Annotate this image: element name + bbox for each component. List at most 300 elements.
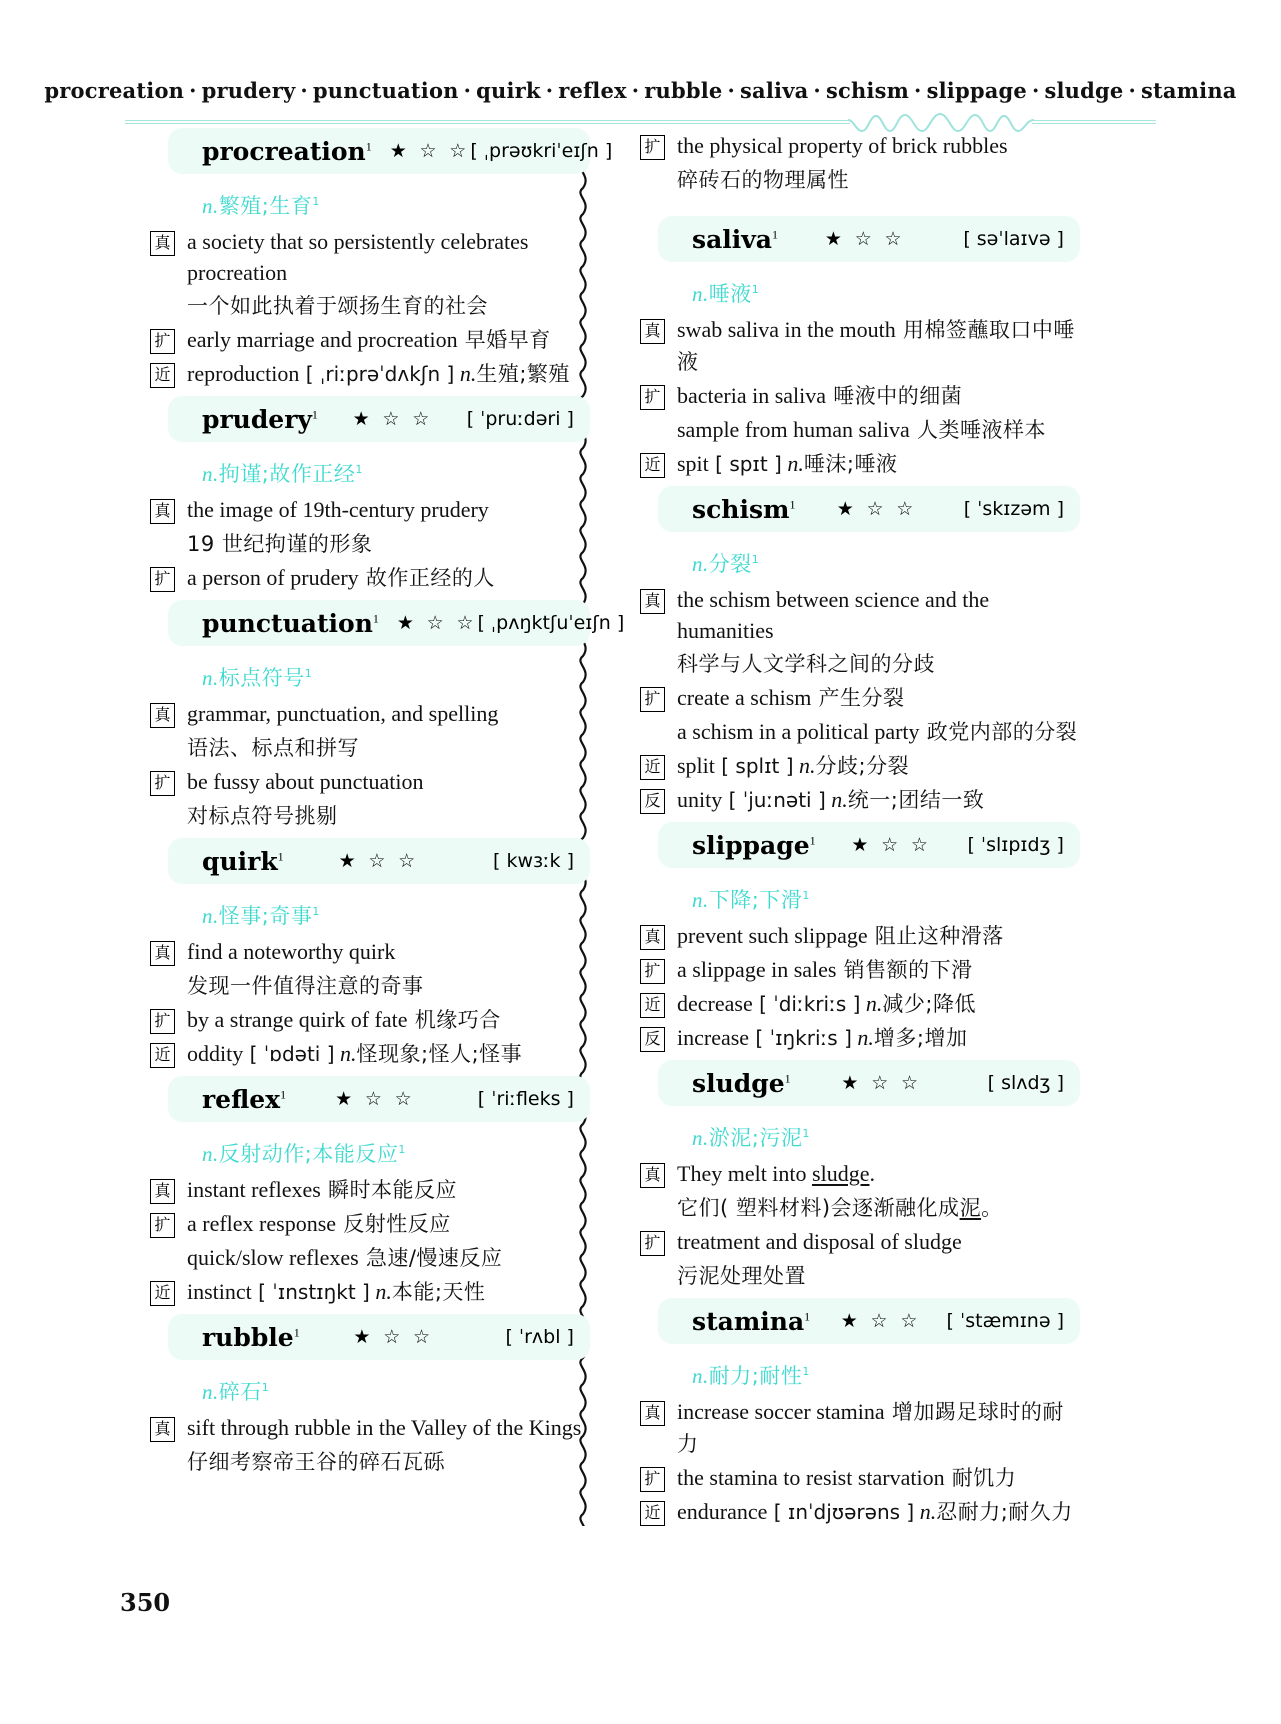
part-of-speech: n. bbox=[860, 991, 883, 1016]
english-text: treatment and disposal of sludge bbox=[677, 1229, 962, 1254]
chinese-text: 反射性反应 bbox=[336, 1212, 451, 1236]
marker-真: 真 bbox=[150, 231, 175, 256]
phonetic-transcription: [ ˌprəʊkriˈeɪʃn ] bbox=[470, 140, 613, 162]
running-head-word: reflex bbox=[558, 78, 627, 103]
headword: prudery$^1$ bbox=[202, 404, 318, 434]
marker-spacer bbox=[640, 653, 665, 678]
chinese-text: 碎砖石的物理属性 bbox=[677, 168, 849, 192]
english-text: increase bbox=[677, 1025, 750, 1050]
phonetic-text: [ ˈjuːnəti ] bbox=[722, 788, 826, 812]
example-line bbox=[140, 1038, 590, 1070]
sense-pos: n. bbox=[692, 552, 709, 576]
marker-扩: 扩 bbox=[150, 1213, 175, 1238]
sense-definition: n.繁殖;生育$^1$ bbox=[202, 194, 320, 218]
example-line bbox=[630, 784, 1080, 816]
headword-superscript: 1 bbox=[280, 1087, 287, 1102]
example-line bbox=[140, 698, 590, 730]
example-text bbox=[677, 130, 1080, 161]
example-text bbox=[187, 1174, 590, 1206]
running-head-region bbox=[0, 78, 1281, 131]
marker-真: 真 bbox=[150, 1417, 175, 1442]
sense-superscript: 1 bbox=[802, 889, 810, 902]
running-head-separator: · bbox=[914, 78, 922, 103]
headword-superscript: 1 bbox=[293, 1325, 300, 1340]
example-text bbox=[187, 732, 590, 764]
example-line bbox=[140, 1276, 590, 1308]
english-text: bacteria in saliva bbox=[677, 383, 827, 408]
running-head-word: quirk bbox=[476, 78, 541, 103]
example-text bbox=[187, 290, 590, 322]
running-head-separator: · bbox=[189, 78, 197, 103]
example-text bbox=[677, 682, 1080, 714]
part-of-speech: n. bbox=[914, 1499, 937, 1524]
entry-header-bar[interactable] bbox=[658, 1060, 1080, 1106]
example-line bbox=[140, 562, 590, 594]
phonetic-transcription: [ ˌpʌŋktʃuˈeɪʃn ] bbox=[477, 612, 625, 634]
entry-header-bar[interactable] bbox=[168, 128, 613, 174]
chinese-text: 仔细考察帝王谷的碎石瓦砾 bbox=[187, 1450, 445, 1474]
marker-反: 反 bbox=[640, 1027, 665, 1052]
phonetic-text: [ splɪt ] bbox=[714, 754, 794, 778]
phonetic-transcription: [ slʌdʒ ] bbox=[987, 1072, 1064, 1094]
headword: stamina$^1$ bbox=[692, 1306, 811, 1336]
sense-pos: n. bbox=[202, 194, 219, 218]
chinese-text: 科学与人文学科之间的分歧 bbox=[677, 652, 935, 676]
entry-header-bar[interactable] bbox=[658, 1298, 1080, 1344]
example-text bbox=[187, 358, 590, 390]
english-text: spit bbox=[677, 451, 709, 476]
marker-扩: 扩 bbox=[640, 385, 665, 410]
example-text bbox=[677, 1022, 1080, 1054]
marker-近: 近 bbox=[150, 363, 175, 388]
marker-扩: 扩 bbox=[640, 959, 665, 984]
running-head-word: stamina bbox=[1141, 78, 1237, 103]
example-text bbox=[677, 954, 1080, 986]
example-line bbox=[140, 970, 590, 1002]
marker-真: 真 bbox=[150, 1179, 175, 1204]
phonetic-transcription: [ səˈlaɪvə ] bbox=[963, 228, 1064, 250]
sense-superscript: 1 bbox=[312, 195, 320, 208]
chinese-text: 唾沫;唾液 bbox=[803, 452, 898, 476]
marker-近: 近 bbox=[640, 993, 665, 1018]
example-text: They melt into sludge. bbox=[677, 1161, 875, 1186]
entry-header-bar[interactable] bbox=[658, 486, 1080, 532]
phonetic-transcription: [ ˈslɪpɪdʒ ] bbox=[967, 834, 1064, 856]
chinese-text: 瞬时本能反应 bbox=[320, 1178, 457, 1202]
example-text bbox=[187, 1412, 590, 1443]
chinese-text: 发现一件值得注意的奇事 bbox=[187, 974, 424, 998]
english-text: a reflex response bbox=[187, 1211, 337, 1236]
sense-pos: n. bbox=[202, 1142, 219, 1166]
example-text bbox=[677, 380, 1080, 412]
running-head-word: slippage bbox=[926, 78, 1027, 103]
example-line bbox=[630, 414, 1080, 446]
headword: reflex$^1$ bbox=[202, 1084, 287, 1114]
marker-真: 真 bbox=[640, 589, 665, 614]
marker-spacer bbox=[640, 1265, 665, 1290]
sense-superscript: 1 bbox=[802, 1365, 810, 1378]
phonetic-text: [ ˈɪnstɪŋkt ] bbox=[251, 1280, 370, 1304]
phonetic-text: [ ˈɒdəti ] bbox=[243, 1042, 335, 1066]
example-text bbox=[677, 414, 1080, 446]
sense-pos: n. bbox=[202, 462, 219, 486]
headword-superscript: 1 bbox=[772, 227, 778, 242]
example-line bbox=[630, 648, 1080, 680]
running-head-word: rubble bbox=[644, 78, 723, 103]
part-of-speech: n. bbox=[825, 787, 848, 812]
entry-header-bar[interactable] bbox=[168, 600, 625, 646]
example-line bbox=[140, 1242, 590, 1274]
running-head bbox=[0, 78, 1281, 103]
english-text: swab saliva in the mouth bbox=[677, 317, 896, 342]
entry-header-bar[interactable] bbox=[168, 396, 590, 442]
chinese-text: 产生分裂 bbox=[811, 686, 905, 710]
marker-扩: 扩 bbox=[150, 567, 175, 592]
example-line bbox=[140, 1446, 590, 1478]
example-text bbox=[677, 988, 1080, 1020]
example-text bbox=[187, 1004, 590, 1036]
english-text: split bbox=[677, 753, 715, 778]
example-line bbox=[140, 494, 590, 526]
highlighted-word: sludge bbox=[812, 1161, 870, 1186]
highlighted-word: 泥 bbox=[959, 1196, 982, 1220]
chinese-text: 语法、标点和拼写 bbox=[187, 736, 359, 760]
page-number: 350 bbox=[120, 1588, 171, 1617]
example-text bbox=[187, 1038, 590, 1070]
headword: punctuation$^1$ bbox=[202, 608, 379, 638]
example-text bbox=[187, 494, 590, 525]
headword: schism$^1$ bbox=[692, 494, 796, 524]
example-line bbox=[140, 358, 590, 390]
example-line bbox=[140, 732, 590, 764]
sense-pos: n. bbox=[692, 1126, 709, 1150]
english-text: by a strange quirk of fate bbox=[187, 1007, 408, 1032]
headword: sludge$^1$ bbox=[692, 1068, 791, 1098]
example-text bbox=[677, 1396, 1080, 1460]
english-text: unity bbox=[677, 787, 723, 812]
headword: saliva$^1$ bbox=[692, 224, 778, 254]
example-line bbox=[140, 766, 590, 798]
example-text bbox=[677, 448, 1080, 480]
entry-gap bbox=[630, 198, 1080, 216]
marker-真: 真 bbox=[150, 703, 175, 728]
entry-header-bar[interactable] bbox=[168, 1314, 590, 1360]
example-line bbox=[630, 1192, 1080, 1224]
marker-spacer bbox=[150, 295, 175, 320]
example-text bbox=[677, 750, 1080, 782]
headword-superscript: 1 bbox=[784, 1071, 791, 1086]
example-line bbox=[630, 380, 1080, 412]
example-line bbox=[630, 1158, 1080, 1190]
marker-spacer bbox=[640, 1197, 665, 1222]
english-text: decrease bbox=[677, 991, 753, 1016]
example-text bbox=[187, 970, 590, 1002]
example-text bbox=[677, 1226, 1080, 1257]
example-line bbox=[140, 800, 590, 832]
marker-真: 真 bbox=[640, 1401, 665, 1426]
running-head-separator: · bbox=[1031, 78, 1040, 103]
phonetic-text: [ spɪt ] bbox=[708, 452, 782, 476]
example-text bbox=[677, 784, 1080, 816]
example-text bbox=[677, 648, 1080, 680]
page-body bbox=[0, 128, 1281, 1578]
english-text: grammar, punctuation, and spelling bbox=[187, 701, 499, 726]
sense-superscript: 1 bbox=[355, 463, 363, 476]
headword-superscript: 1 bbox=[789, 497, 796, 512]
example-text bbox=[187, 324, 590, 356]
sense-superscript: 1 bbox=[751, 553, 760, 566]
sense-definition: n.反射动作;本能反应$^1$ bbox=[202, 1142, 406, 1166]
example-text bbox=[187, 562, 590, 594]
marker-spacer bbox=[150, 975, 175, 1000]
running-head-separator: · bbox=[813, 78, 821, 103]
sense-definition: n.标点符号$^1$ bbox=[202, 666, 313, 690]
entry-header-bar[interactable] bbox=[168, 1076, 590, 1122]
marker-真: 真 bbox=[640, 1163, 665, 1188]
english-text: the physical property of brick rubbles bbox=[677, 133, 1008, 158]
sense-superscript: 1 bbox=[261, 1381, 270, 1394]
dictionary-entry bbox=[140, 128, 613, 390]
star-rating: ★ ☆ ☆ bbox=[389, 140, 471, 162]
chinese-text: 早婚早育 bbox=[457, 328, 551, 352]
marker-近: 近 bbox=[640, 453, 665, 478]
headword: slippage$^1$ bbox=[692, 830, 816, 860]
example-line bbox=[630, 130, 1080, 162]
running-head-separator: · bbox=[727, 78, 736, 103]
chinese-text: 本能;天性 bbox=[391, 1280, 486, 1304]
example-line bbox=[630, 1496, 1080, 1528]
sense-pos: n. bbox=[202, 666, 219, 690]
english-text: sift through rubble in the Valley of the Kings bbox=[187, 1415, 582, 1440]
example-text bbox=[677, 920, 1080, 952]
sense-superscript: 1 bbox=[312, 905, 320, 918]
example-line bbox=[630, 448, 1080, 480]
example-line bbox=[630, 1260, 1080, 1292]
marker-真: 真 bbox=[640, 319, 665, 344]
marker-扩: 扩 bbox=[150, 1009, 175, 1034]
marker-近: 近 bbox=[150, 1043, 175, 1068]
dictionary-entry bbox=[140, 838, 590, 1070]
english-text: quick/slow reflexes bbox=[187, 1245, 359, 1270]
english-text: the stamina to resist starvation bbox=[677, 1465, 945, 1490]
english-text: be fussy about punctuation bbox=[187, 769, 424, 794]
example-text bbox=[677, 1192, 1080, 1224]
english-text: a schism in a political party bbox=[677, 719, 920, 744]
running-head-separator: · bbox=[300, 78, 308, 103]
marker-spacer bbox=[640, 721, 665, 746]
example-text bbox=[187, 1242, 590, 1274]
star-rating: ★ ☆ ☆ bbox=[338, 850, 420, 872]
marker-spacer bbox=[640, 419, 665, 444]
english-text: oddity bbox=[187, 1041, 244, 1066]
running-head-word: schism bbox=[825, 78, 910, 103]
running-head-separator: · bbox=[631, 78, 640, 103]
marker-真: 真 bbox=[640, 925, 665, 950]
dictionary-entry bbox=[630, 1298, 1080, 1528]
phonetic-text: [ ɪnˈdjʊərəns ] bbox=[767, 1500, 915, 1524]
phonetic-transcription: [ ˈrʌbl ] bbox=[505, 1326, 574, 1348]
star-rating: ★ ☆ ☆ bbox=[840, 1310, 922, 1332]
phonetic-text: [ ˈɪŋkriːs ] bbox=[749, 1026, 852, 1050]
marker-扩: 扩 bbox=[640, 687, 665, 712]
english-text: instant reflexes bbox=[187, 1177, 321, 1202]
chinese-text: 减少;降低 bbox=[882, 992, 976, 1016]
phonetic-text: [ ˌriːprəˈdʌkʃn ] bbox=[299, 362, 455, 386]
part-of-speech: n. bbox=[369, 1279, 392, 1304]
marker-扩: 扩 bbox=[640, 1231, 665, 1256]
marker-扩: 扩 bbox=[150, 329, 175, 354]
sense-pos: n. bbox=[202, 1380, 219, 1404]
sense-superscript: 1 bbox=[398, 1143, 406, 1156]
example-text bbox=[677, 584, 1080, 646]
chinese-text: 政党内部的分裂 bbox=[919, 720, 1078, 744]
chinese-text: 生殖;繁殖 bbox=[476, 362, 570, 386]
example-line bbox=[630, 988, 1080, 1020]
english-text: prevent such slippage bbox=[677, 923, 868, 948]
example-line bbox=[140, 528, 590, 560]
example-line bbox=[630, 164, 1080, 196]
example-line bbox=[140, 1412, 590, 1444]
sense-definition: n.分裂$^1$ bbox=[692, 552, 760, 576]
star-rating: ★ ☆ ☆ bbox=[396, 612, 478, 634]
star-rating: ★ ☆ ☆ bbox=[824, 228, 906, 250]
marker-真: 真 bbox=[150, 499, 175, 524]
marker-扩: 扩 bbox=[640, 1467, 665, 1492]
sense-pos: n. bbox=[692, 282, 709, 306]
marker-spacer bbox=[150, 1247, 175, 1272]
left-column bbox=[140, 128, 625, 1484]
chinese-text: 对标点符号挑剔 bbox=[187, 804, 338, 828]
chinese-text: 分歧;分裂 bbox=[815, 754, 910, 778]
phonetic-transcription: [ ˈskɪzəm ] bbox=[963, 498, 1064, 520]
chinese-text: 销售额的下滑 bbox=[836, 958, 973, 982]
example-text bbox=[187, 698, 590, 729]
english-text: endurance bbox=[677, 1499, 768, 1524]
sense-definition: n.淤泥;污泥$^1$ bbox=[692, 1126, 810, 1150]
headword-superscript: 1 bbox=[804, 1309, 811, 1324]
example-text bbox=[677, 1260, 1080, 1292]
phonetic-transcription: [ ˈstæmɪnə ] bbox=[946, 1310, 1064, 1332]
entry-header-bar[interactable] bbox=[658, 216, 1080, 262]
example-line bbox=[140, 1208, 590, 1240]
headword-superscript: 1 bbox=[365, 139, 372, 154]
headword-superscript: 1 bbox=[311, 407, 318, 422]
star-rating: ★ ☆ ☆ bbox=[352, 408, 434, 430]
dictionary-entry bbox=[140, 396, 590, 594]
english-text: a person of prudery bbox=[187, 565, 359, 590]
part-of-speech: n. bbox=[334, 1041, 357, 1066]
phonetic-transcription: [ kwɜːk ] bbox=[493, 850, 574, 872]
chinese-text: 阻止这种滑落 bbox=[867, 924, 1004, 948]
chinese-text: 用棉签蘸取口中唾液 bbox=[677, 318, 1075, 374]
example-text bbox=[187, 528, 590, 560]
chinese-text: 急速/慢速反应 bbox=[358, 1246, 503, 1270]
english-text: instinct bbox=[187, 1279, 252, 1304]
running-head-word: procreation bbox=[44, 78, 185, 103]
marker-spacer bbox=[150, 533, 175, 558]
marker-近: 近 bbox=[150, 1281, 175, 1306]
chinese-text: 增加踢足球时的耐力 bbox=[677, 1400, 1064, 1456]
dictionary-entry bbox=[140, 600, 625, 832]
dictionary-entry bbox=[630, 1060, 1080, 1292]
sense-definition: n.拘谨;故作正经$^1$ bbox=[202, 462, 363, 486]
headword: procreation$^1$ bbox=[202, 136, 372, 166]
headword-superscript: 1 bbox=[809, 833, 816, 848]
marker-spacer bbox=[150, 1451, 175, 1476]
example-text bbox=[677, 1496, 1080, 1528]
example-line bbox=[630, 1226, 1080, 1258]
entry-header-bar[interactable] bbox=[658, 822, 1080, 868]
english-text: a society that so persistently celebrates procreation bbox=[187, 229, 529, 285]
marker-spacer bbox=[150, 805, 175, 830]
example-text bbox=[187, 1276, 590, 1308]
entry-header-bar[interactable] bbox=[168, 838, 590, 884]
chinese-text: 耐饥力 bbox=[944, 1466, 1017, 1490]
english-text: create a schism bbox=[677, 685, 812, 710]
chinese-text: 19 世纪拘谨的形象 bbox=[187, 532, 373, 556]
right-column bbox=[630, 128, 1080, 1534]
marker-spacer bbox=[150, 737, 175, 762]
english-text: early marriage and procreation bbox=[187, 327, 458, 352]
running-head-separator: · bbox=[463, 78, 472, 103]
example-text bbox=[187, 766, 590, 797]
phonetic-transcription: [ ˈriːfleks ] bbox=[477, 1088, 574, 1110]
marker-反: 反 bbox=[640, 789, 665, 814]
sense-definition: n.耐力;耐性$^1$ bbox=[692, 1364, 810, 1388]
headword: quirk$^1$ bbox=[202, 846, 284, 876]
star-rating: ★ ☆ ☆ bbox=[335, 1088, 416, 1110]
example-text bbox=[187, 1208, 590, 1240]
running-head-separator: · bbox=[545, 78, 554, 103]
phonetic-transcription: [ ˈpruːdəri ] bbox=[466, 408, 574, 430]
english-text: a slippage in sales bbox=[677, 957, 837, 982]
chinese-text: 唾液中的细菌 bbox=[826, 384, 963, 408]
part-of-speech: n. bbox=[793, 753, 816, 778]
phonetic-text: [ ˈdiːkriːs ] bbox=[752, 992, 861, 1016]
example-line bbox=[140, 290, 590, 322]
part-of-speech: n. bbox=[454, 361, 477, 386]
example-text bbox=[187, 800, 590, 832]
english-text: reproduction bbox=[187, 361, 300, 386]
chinese-text: 怪现象;怪人;怪事 bbox=[356, 1042, 523, 1066]
chinese-text: 一个如此执着于颂扬生育的社会 bbox=[187, 294, 488, 318]
example-line bbox=[630, 716, 1080, 748]
running-head-word: punctuation bbox=[312, 78, 459, 103]
example-text bbox=[677, 164, 1080, 196]
part-of-speech: n. bbox=[781, 451, 804, 476]
dictionary-entry bbox=[140, 1314, 590, 1478]
sense-pos: n. bbox=[202, 904, 219, 928]
marker-扩: 扩 bbox=[150, 771, 175, 796]
example-text bbox=[677, 314, 1080, 378]
header-rule-right bbox=[1032, 120, 1156, 124]
header-rule-left bbox=[125, 120, 850, 124]
chinese-text: 统一;团结一致 bbox=[847, 788, 985, 812]
part-of-speech: n. bbox=[851, 1025, 874, 1050]
english-text: the image of 19th-century prudery bbox=[187, 497, 489, 522]
english-text: find a noteworthy quirk bbox=[187, 939, 396, 964]
headword-superscript: 1 bbox=[372, 611, 379, 626]
star-rating: ★ ☆ ☆ bbox=[841, 1072, 923, 1094]
marker-近: 近 bbox=[640, 755, 665, 780]
chinese-text: 人类唾液样本 bbox=[909, 418, 1046, 442]
chinese-text: 增多;增加 bbox=[873, 1026, 968, 1050]
english-text: sample from human saliva bbox=[677, 417, 910, 442]
dictionary-entry bbox=[630, 216, 1080, 480]
chinese-text: 机缘巧合 bbox=[407, 1008, 501, 1032]
chinese-text: 它们( 塑料材料)会逐渐融化成泥。 bbox=[677, 1196, 1003, 1220]
english-text: increase soccer stamina bbox=[677, 1399, 885, 1424]
